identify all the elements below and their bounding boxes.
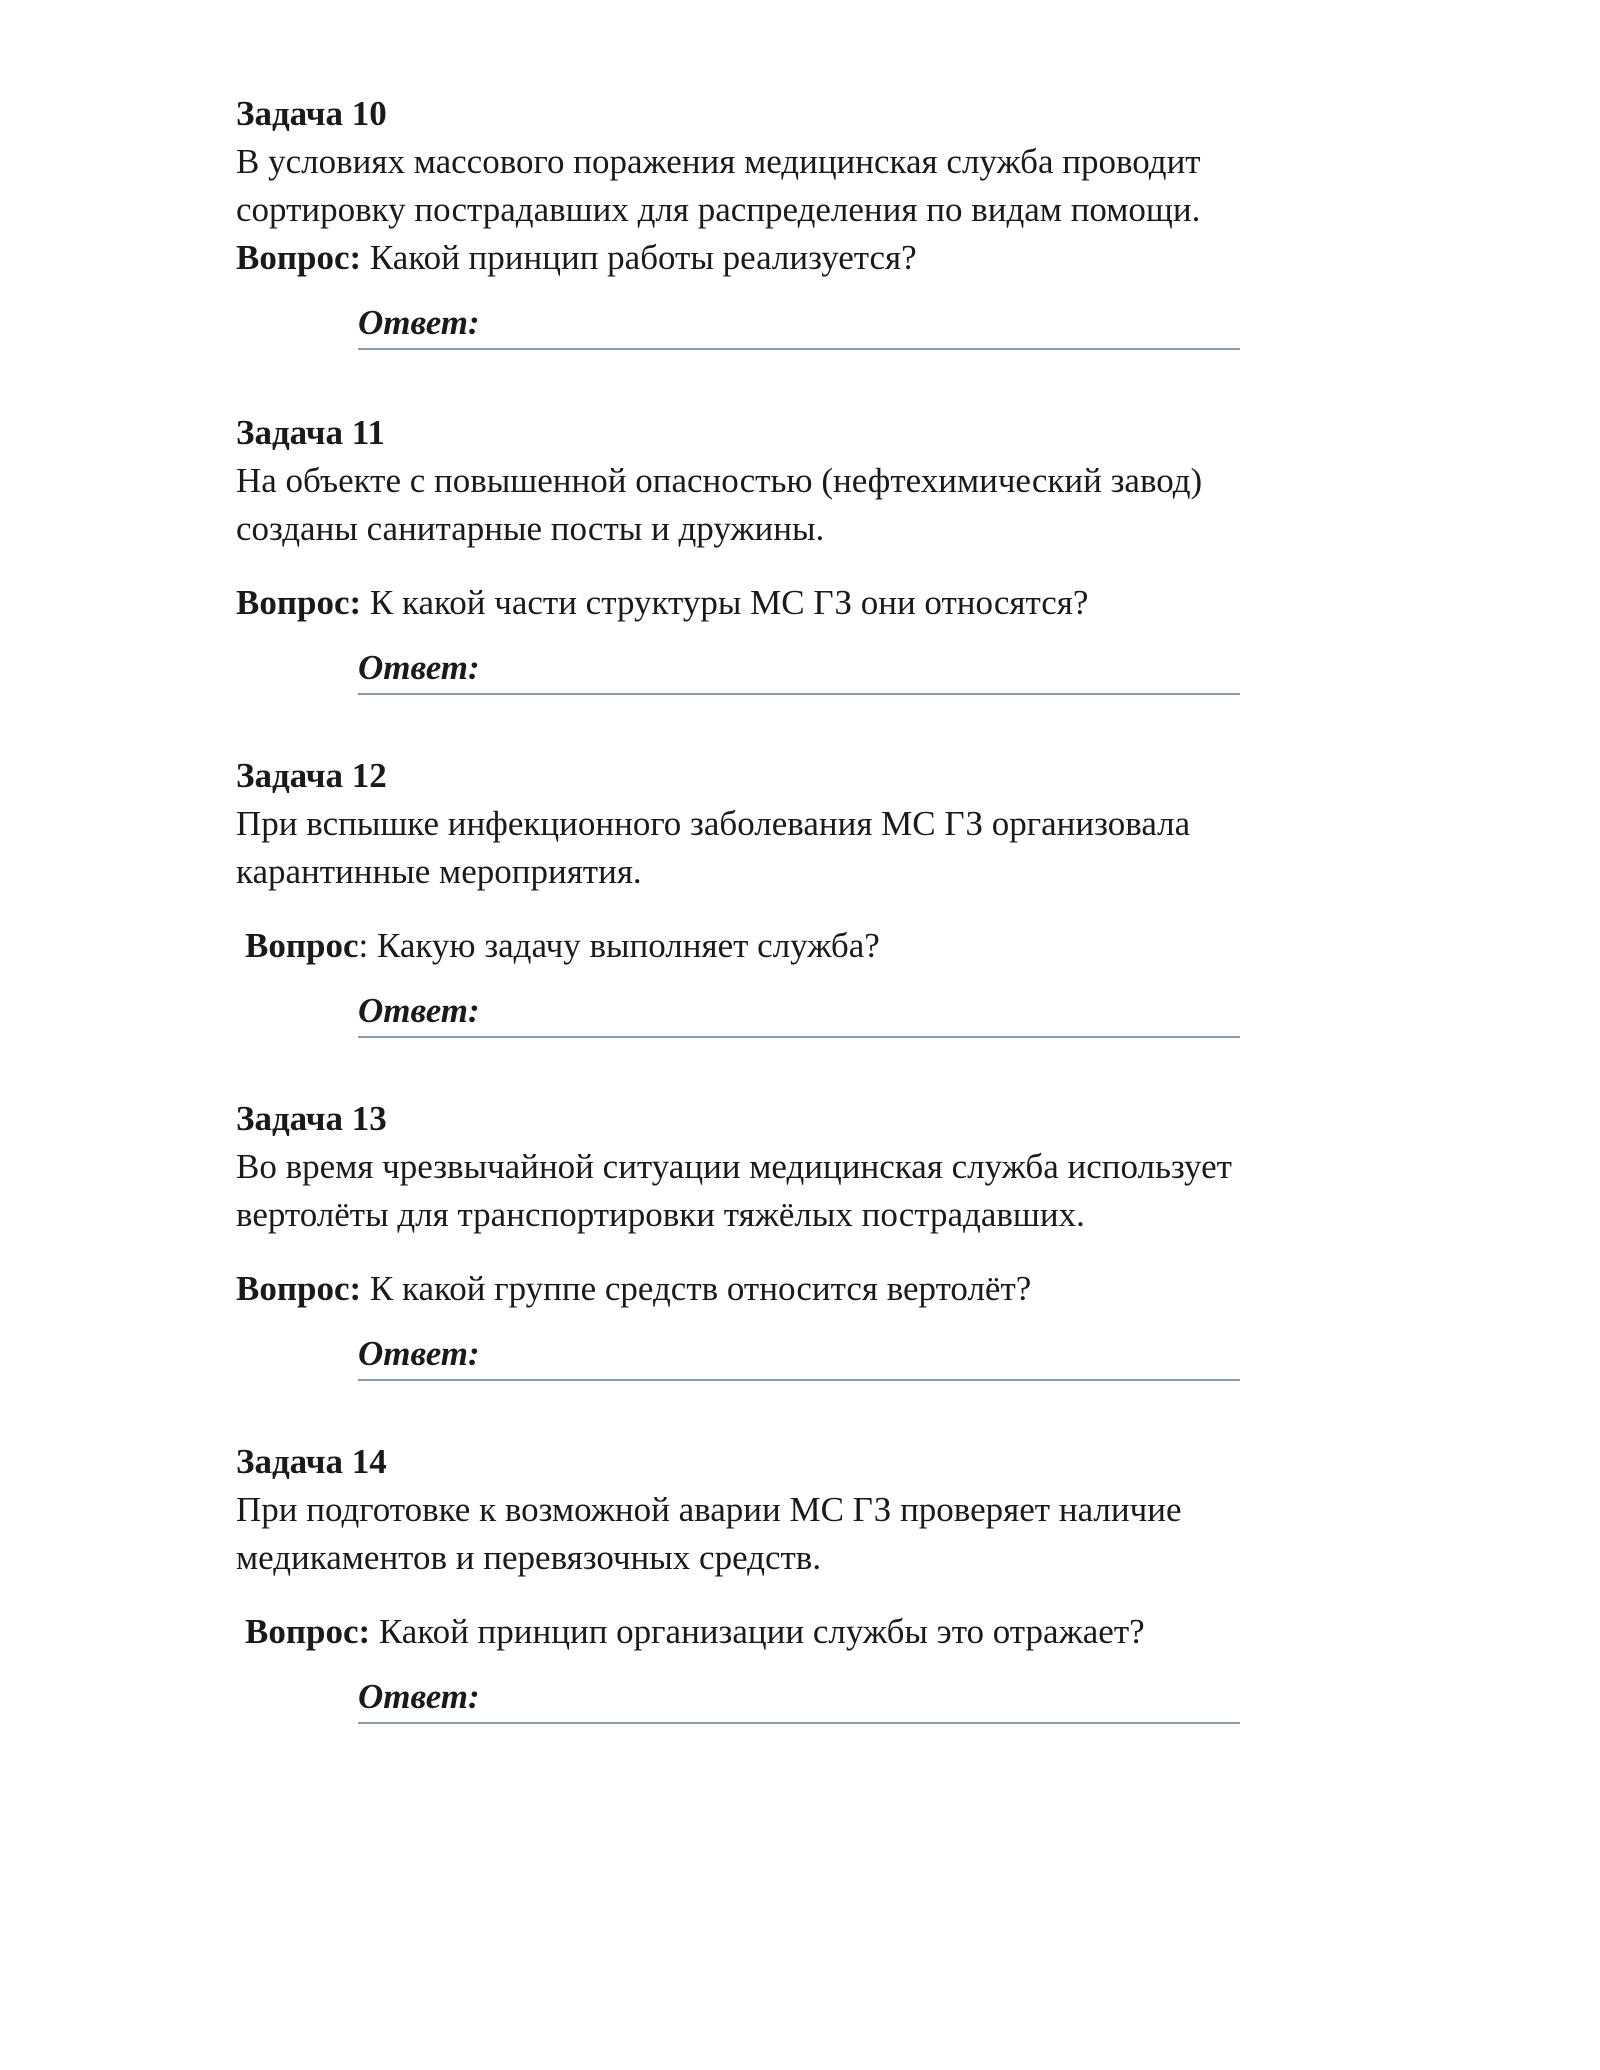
question-label: Вопрос — [245, 926, 359, 965]
answer-line[interactable] — [358, 1674, 1240, 1724]
task-text-line: карантинные мероприятия. — [236, 852, 642, 891]
task-text-line: На объекте с повышенной опасностью (нефтехимический завод) — [236, 461, 1203, 500]
task-14 — [236, 1438, 1356, 1724]
task-13 — [236, 1095, 1356, 1381]
task-title: Задача 14 — [236, 1442, 387, 1481]
answer-label: Ответ: — [358, 1334, 480, 1373]
task-question — [236, 579, 1356, 627]
task-question — [236, 1608, 1356, 1656]
task-question — [236, 1265, 1356, 1313]
task-text-line: созданы санитарные посты и дружины. — [236, 509, 825, 548]
question-text: : Какую задачу выполняет служба? — [358, 926, 880, 965]
task-text-line: Во время чрезвычайной ситуации медицинская служба использует — [236, 1147, 1232, 1186]
task-text-line: При вспышке инфекционного заболевания МС ГЗ организовала — [236, 804, 1191, 843]
question-text: Какой принцип организации службы это отражает? — [370, 1612, 1145, 1651]
answer-line[interactable] — [358, 645, 1240, 695]
answer-line[interactable] — [358, 300, 1240, 350]
task-title: Задача 10 — [236, 94, 387, 133]
task-title: Задача 13 — [236, 1099, 387, 1138]
question-label: Вопрос: — [245, 1612, 371, 1651]
task-title: Задача 11 — [236, 413, 385, 452]
answer-label: Ответ: — [358, 648, 480, 687]
task-text-line: В условиях массового поражения медицинская служба проводит — [236, 142, 1201, 181]
question-label: Вопрос: — [236, 1269, 362, 1308]
question-text: К какой части структуры МС ГЗ они относятся? — [361, 583, 1089, 622]
answer-line[interactable] — [358, 1331, 1240, 1381]
answer-line[interactable] — [358, 988, 1240, 1038]
task-10 — [236, 90, 1356, 350]
task-12 — [236, 752, 1356, 1038]
question-text: Какой принцип работы реализуется? — [361, 238, 917, 277]
task-text-line: вертолёты для транспортировки тяжёлых пострадавших. — [236, 1195, 1085, 1234]
task-question — [236, 922, 1356, 970]
question-text: К какой группе средств относится вертолёт? — [361, 1269, 1032, 1308]
answer-label: Ответ: — [358, 1677, 480, 1716]
task-text-line: При подготовке к возможной аварии МС ГЗ проверяет наличие — [236, 1490, 1182, 1529]
answer-label: Ответ: — [358, 991, 480, 1030]
answer-label: Ответ: — [358, 303, 480, 342]
task-11 — [236, 409, 1356, 695]
task-title: Задача 12 — [236, 756, 387, 795]
task-question — [236, 234, 1356, 282]
task-text-line: медикаментов и перевязочных средств. — [236, 1538, 822, 1577]
task-text-line: сортировку пострадавших для распределения по видам помощи. — [236, 190, 1201, 229]
question-label: Вопрос: — [236, 238, 362, 277]
question-label: Вопрос: — [236, 583, 362, 622]
